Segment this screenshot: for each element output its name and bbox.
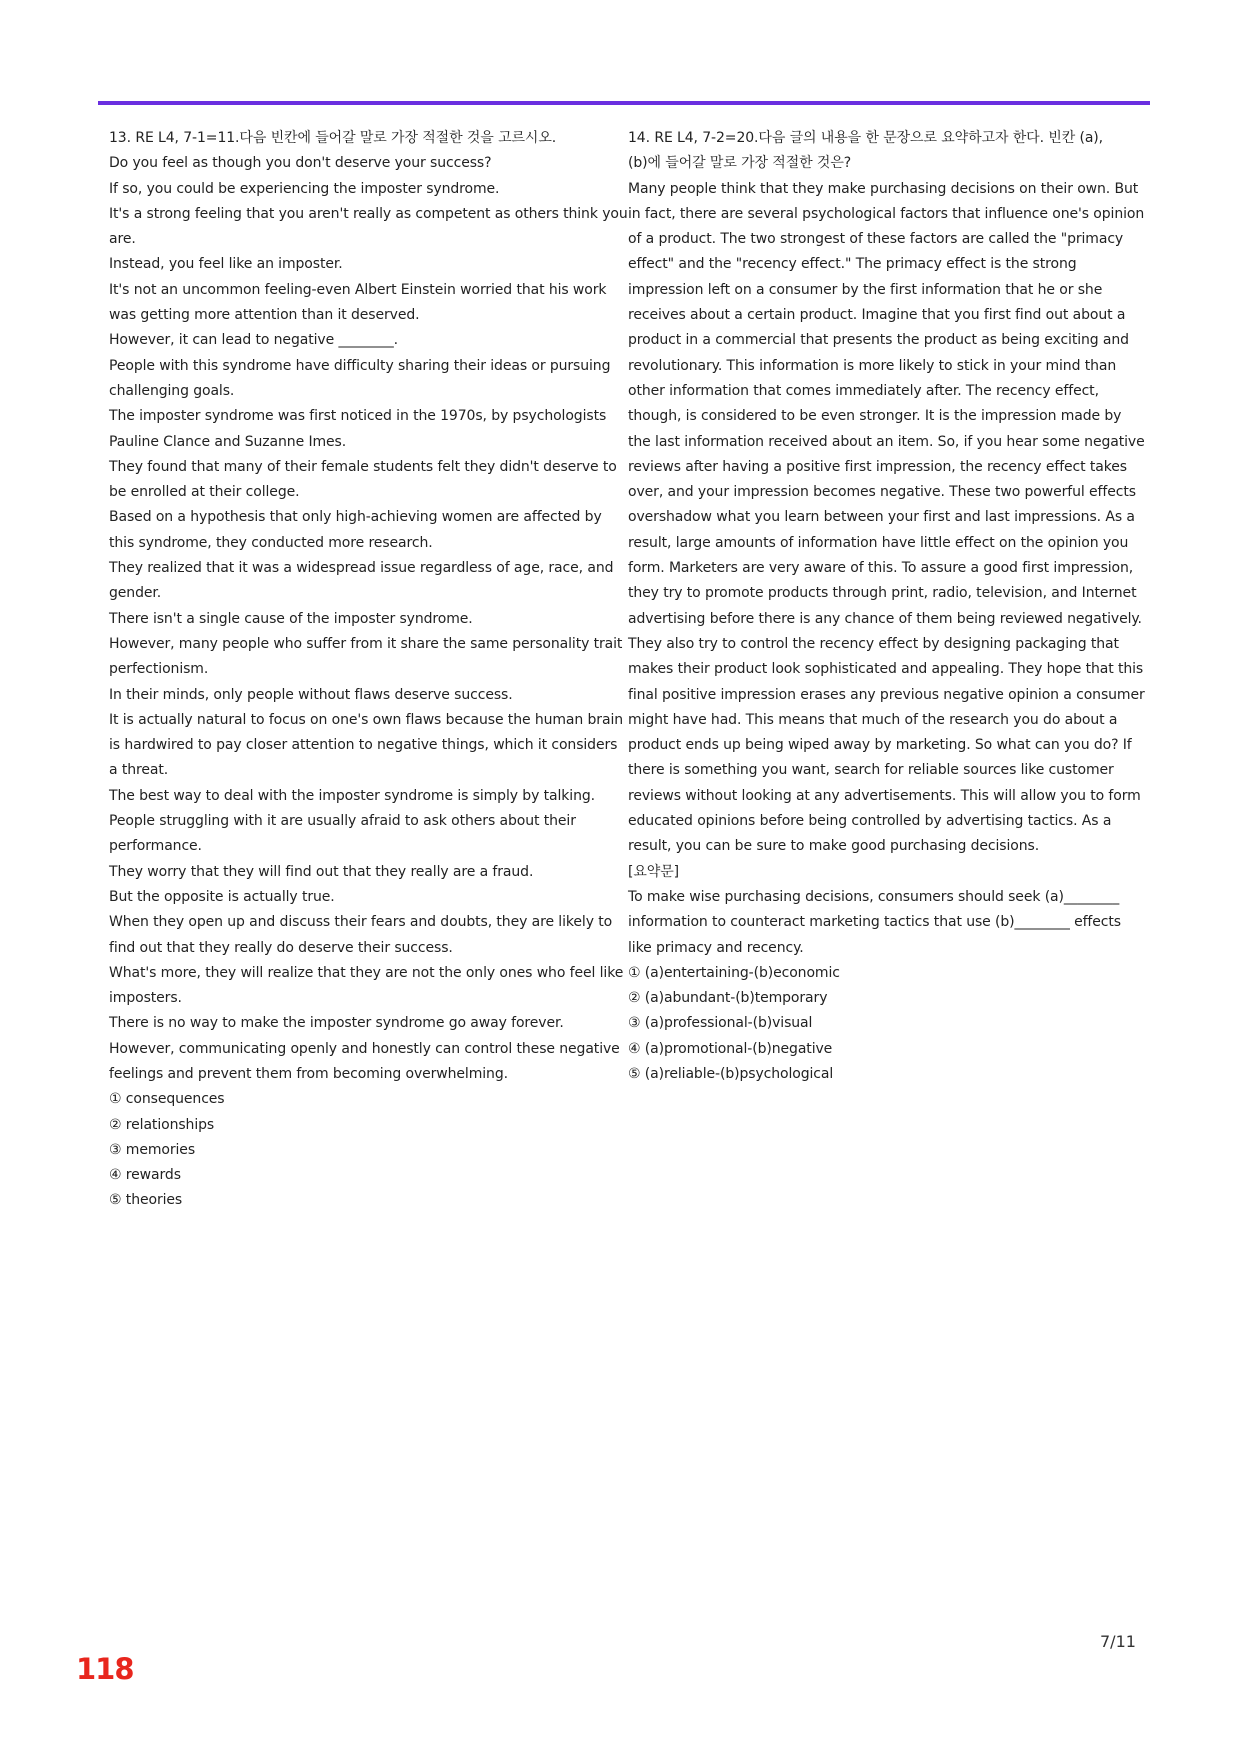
q13-passage-line: Pauline Clance and Suzanne Imes. bbox=[109, 433, 347, 450]
q14-passage-line: other information that comes immediately after. The recency effect, bbox=[628, 382, 1099, 399]
q13-passage-line: What's more, they will realize that they are not the only ones who feel like bbox=[109, 964, 624, 981]
q14-passage-line: of a product. The two strongest of these factors are called the "primacy bbox=[628, 231, 1124, 248]
header-rule bbox=[98, 101, 1150, 105]
q13-heading bbox=[109, 126, 614, 151]
q13-passage-line: People with this syndrome have difficulty sharing their ideas or pursuing bbox=[109, 357, 611, 374]
q14-summary bbox=[628, 885, 1133, 961]
q14-summary-label: [요약문] bbox=[628, 863, 679, 880]
q13-heading-line: 13. RE L4, 7-1=11.다음 빈칸에 들어갈 말로 가장 적절한 것을 고르시오. bbox=[109, 130, 557, 146]
q14-passage-line: there is something you want, search for reliable sources like customer bbox=[628, 762, 1114, 779]
q14-summary-line: To make wise purchasing decisions, consumers should seek (a)________ bbox=[628, 888, 1120, 905]
q13-passage-line: imposters. bbox=[109, 990, 182, 1007]
q14-option: ② (a)abundant-(b)temporary bbox=[628, 990, 828, 1007]
q14-passage-line: effect" and the "recency effect." The primacy effect is the strong bbox=[628, 256, 1077, 273]
q14-passage-line: though, is considered to be even stronger. It is the impression made by bbox=[628, 408, 1122, 425]
page-counter: 7/11 bbox=[1100, 1632, 1136, 1651]
q14-options bbox=[628, 961, 1133, 1087]
q13-passage-line: They found that many of their female students felt they didn't deserve to bbox=[109, 458, 617, 475]
q14-heading-line: 14. RE L4, 7-2=20.다음 글의 내용을 한 문장으로 요약하고자 한다. 빈칸 (a), bbox=[628, 130, 1104, 146]
q14-passage-line: makes their product look sophisticated and appealing. They hope that this bbox=[628, 661, 1144, 678]
q14-passage-line: product in a commercial that presents the product as being exciting and bbox=[628, 332, 1129, 349]
q13-options bbox=[109, 1087, 614, 1213]
q14-passage-line: the last information received about an item. So, if you hear some negative bbox=[628, 433, 1145, 450]
q13-passage-line: It's not an uncommon feeling-even Albert Einstein worried that his work bbox=[109, 281, 607, 298]
q13-option: ① consequences bbox=[109, 1091, 225, 1108]
q13-passage-line: perfectionism. bbox=[109, 661, 209, 678]
q14-option: ④ (a)promotional-(b)negative bbox=[628, 1040, 833, 1057]
q13-passage-line: Instead, you feel like an imposter. bbox=[109, 256, 343, 273]
q14-passage-line: over, and your impression becomes negative. These two powerful effects bbox=[628, 484, 1136, 501]
q14-option: ⑤ (a)reliable-(b)psychological bbox=[628, 1065, 834, 1082]
q14-heading-line: (b)에 들어갈 말로 가장 적절한 것은? bbox=[628, 155, 852, 172]
q13-passage-line: is hardwired to pay closer attention to negative things, which it considers bbox=[109, 737, 618, 754]
q13-passage-line: They worry that they will find out that they really are a fraud. bbox=[109, 863, 534, 880]
q13-passage-line: If so, you could be experiencing the imposter syndrome. bbox=[109, 180, 500, 197]
q14-passage-line: product ends up being wiped away by marketing. So what can you do? If bbox=[628, 737, 1132, 754]
q13-passage-line: The imposter syndrome was first noticed in the 1970s, by psychologists bbox=[109, 408, 607, 425]
q13-option: ② relationships bbox=[109, 1116, 215, 1133]
q13-passage-line: are. bbox=[109, 231, 136, 248]
q14-passage-line: reviews without looking at any advertisements. This will allow you to form bbox=[628, 787, 1141, 804]
q13-passage-line: They realized that it was a widespread issue regardless of age, race, and bbox=[109, 560, 614, 577]
q13-passage-line: Based on a hypothesis that only high-achieving women are affected by bbox=[109, 509, 602, 526]
q14-heading bbox=[628, 126, 1133, 177]
page-number-mark: 118 bbox=[76, 1652, 134, 1686]
q13-passage-line: It is actually natural to focus on one's own flaws because the human brain bbox=[109, 711, 624, 728]
q14-passage-line: revolutionary. This information is more likely to stick in your mind than bbox=[628, 357, 1117, 374]
q13-option: ⑤ theories bbox=[109, 1192, 183, 1209]
q13-passage-line: feelings and prevent them from becoming overwhelming. bbox=[109, 1065, 508, 1082]
q14-summary-line: like primacy and recency. bbox=[628, 939, 804, 956]
q14-passage-line: final positive impression erases any previous negative opinion a consumer bbox=[628, 686, 1145, 703]
q14-passage-line: They also try to control the recency effect by designing packaging that bbox=[628, 635, 1119, 652]
q13-passage-line: When they open up and discuss their fears and doubts, they are likely to bbox=[109, 914, 613, 931]
q13-passage-line: There isn't a single cause of the imposter syndrome. bbox=[109, 610, 473, 627]
q14-passage-line: receives about a certain product. Imagine that you first find out about a bbox=[628, 307, 1126, 324]
q14-passage-line: in fact, there are several psychological factors that influence one's opinion bbox=[628, 205, 1145, 222]
q13-passage-line: challenging goals. bbox=[109, 382, 235, 399]
q13-passage-line: a threat. bbox=[109, 762, 169, 779]
q13-passage-line: gender. bbox=[109, 585, 162, 602]
q14-passage-line: form. Marketers are very aware of this. To assure a good first impression, bbox=[628, 560, 1134, 577]
q13-passage-line: this syndrome, they conducted more research. bbox=[109, 534, 433, 551]
q13-passage-line: In their minds, only people without flaws deserve success. bbox=[109, 686, 513, 703]
q14-passage-line: result, you can be sure to make good purchasing decisions. bbox=[628, 838, 1040, 855]
q13-passage-line: However, communicating openly and honestly can control these negative bbox=[109, 1040, 620, 1057]
q14-passage-line: impression left on a consumer by the first information that he or she bbox=[628, 281, 1103, 298]
q14-passage-line: reviews after having a positive first impression, the recency effect takes bbox=[628, 458, 1127, 475]
q13-passage-line: People struggling with it are usually afraid to ask others about their bbox=[109, 813, 576, 830]
q13-passage-line: was getting more attention than it deserved. bbox=[109, 307, 420, 324]
q14-passage-line: educated opinions before being controlled by advertising tactics. As a bbox=[628, 813, 1112, 830]
q14-passage bbox=[628, 177, 1145, 860]
q13-passage-line: be enrolled at their college. bbox=[109, 484, 300, 501]
q13-option: ④ rewards bbox=[109, 1167, 181, 1184]
q14-passage-line: advertising before there is any chance of them being reviewed negatively. bbox=[628, 610, 1142, 627]
q14-passage-line: result, large amounts of information have little effect on the opinion you bbox=[628, 534, 1129, 551]
question-13 bbox=[109, 126, 628, 1214]
q13-passage-line: It's a strong feeling that you aren't really as competent as others think you bbox=[109, 205, 628, 222]
q14-passage-line: they try to promote products through print, radio, television, and Internet bbox=[628, 585, 1137, 602]
q14-option: ① (a)entertaining-(b)economic bbox=[628, 964, 840, 981]
question-14 bbox=[628, 126, 1145, 1087]
q13-option: ③ memories bbox=[109, 1141, 196, 1158]
q14-option: ③ (a)professional-(b)visual bbox=[628, 1015, 813, 1032]
q13-passage-line: However, many people who suffer from it share the same personality trait bbox=[109, 635, 623, 652]
q14-passage-line: Many people think that they make purchasing decisions on their own. But bbox=[628, 180, 1139, 197]
q13-passage-line: find out that they really do deserve their success. bbox=[109, 939, 453, 956]
q13-passage-line: But the opposite is actually true. bbox=[109, 888, 335, 905]
q13-passage-line: There is no way to make the imposter syndrome go away forever. bbox=[109, 1015, 564, 1032]
q14-passage-line: might have had. This means that much of the research you do about a bbox=[628, 711, 1118, 728]
q14-passage-line: overshadow what you learn between your first and last impressions. As a bbox=[628, 509, 1135, 526]
q14-summary-line: information to counteract marketing tactics that use (b)________ effects bbox=[628, 914, 1121, 931]
q13-passage bbox=[109, 151, 628, 1087]
q13-passage-line: performance. bbox=[109, 838, 202, 855]
q13-passage-line: The best way to deal with the imposter syndrome is simply by talking. bbox=[109, 787, 595, 804]
q13-passage-line: Do you feel as though you don't deserve your success? bbox=[109, 155, 492, 172]
q13-passage-line: However, it can lead to negative ________. bbox=[109, 332, 398, 349]
